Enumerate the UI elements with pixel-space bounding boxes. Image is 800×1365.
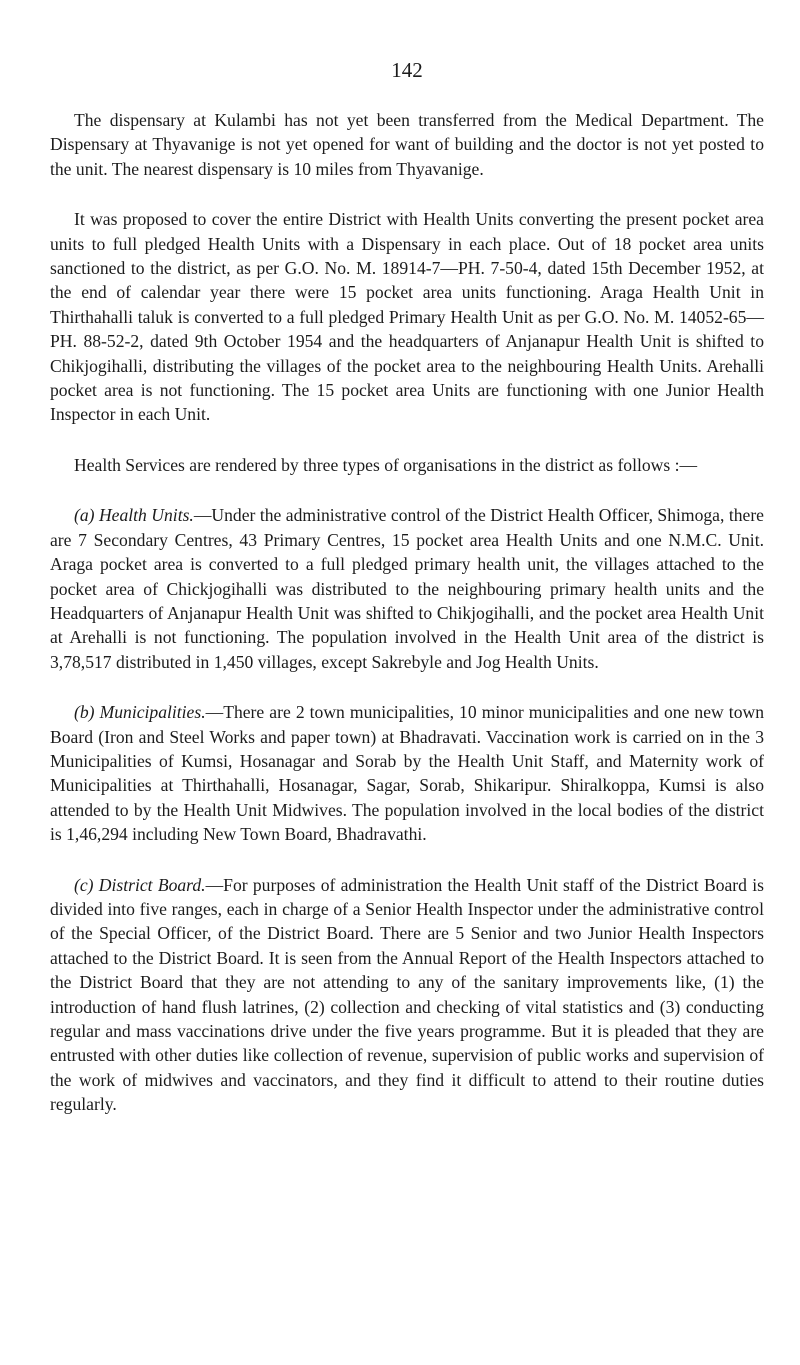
paragraph-text: —For purposes of administration the Health Unit staff of the District Board is divided into five ranges, each in charge of a Senior Health Inspector under the administrative control of the Special Officer, of the District Board. There are 5 Senior and two Junior Health Inspectors attached to the District Board. It is seen from the Annual Report of the Health Inspectors attached to the District Board that they are not attending to any of the sanitary improvements like, (1) the introduction of hand flush latrines, (2) collection and checking of vital statistics and (3) conducting regular and mass vaccinations drive under the five years programme. But it is pleaded that they are entrusted with other duties like collection of revenue, supervision of public works and supervision of the work of midwives and vaccinators, and they find it difficult to attend to their routine duties regularly. [50,874,764,1115]
paragraph-municipalities [50,700,764,846]
paragraph-kulambi-dispensary [50,108,764,181]
paragraph-text: It was proposed to cover the entire District with Health Units converting the present pocket area units to full pledged Health Units with a Dispensary in each place. Out of 18 pocket area units sanctioned to the district, as per G.O. No. M. 18914-7—PH. 7-50-4, dated 15th December 1952, at the end of calendar year there were 15 pocket area units functioning. Araga Health Unit in Thirthahalli taluk is converted to a full pledged Primary Health Unit as per G.O. No. M. 14052-65—PH. 88-52-2, dated 9th October 1954 and the headquarters of Anjanapur Health Unit is shifted to Chikjogihalli, distributing the villages of the pocket area to the neighbouring Health Units. Arehalli pocket area is not functioning. The 15 pocket area Units are functioning with one Junior Health Inspector in each Unit. [50,209,764,425]
paragraph-district-board [50,873,764,1117]
page-number: 142 [391,58,423,82]
paragraph-text: The dispensary at Kulambi has not yet been transferred from the Medical Department. The Dispensary at Thyavanige is not yet opened for want of building and the doctor is not yet posted to the unit. The nearest dispensary is 10 miles from Thyavanige. [50,110,764,179]
paragraph-text: —Under the administrative control of the District Health Officer, Shimoga, there are 7 Secondary Centres, 43 Primary Centres, 15 pocket area Health Units and one N.M.C. Unit. Araga pocket area is converted to a full pledged primary health unit, the villages attached to the pocket area of Chickjogihalli was distributed to the neighbouring primary health units and the Headquarters of Anjanapur Health Unit was shifted to Chikjogihalli, and the pocket area Health Unit at Arehalli is not functioning. The population involved in the Health Unit area of the district is 3,78,517 distributed in 1,450 villages, except Sakrebyle and Jog Health Units. [50,505,764,672]
paragraph-heading: (b) Municipalities. [74,702,206,723]
paragraph-health-units [50,503,764,674]
paragraph-heading: (a) Health Units. [74,505,194,526]
paragraph-heading: (c) District Board. [74,874,206,895]
paragraph-health-units-proposal [50,207,764,427]
paragraph-text: Health Services are rendered by three types of organisations in the district as follows :— [74,454,698,475]
paragraph-text: —There are 2 town municipalities, 10 minor municipalities and one new town Board (Iron and Steel Works and paper town) at Bhadravati. Vaccination work is carried on in the 3 Municipalities of Kumsi, Hosanagar and Sorab by the Health Unit Staff, and Maternity work of Municipalities at Thirthahalli, Hosanagar, Sagar, Sorab, Shikaripur. Shiralkoppa, Kumsi is also attended to by the Health Unit Midwives. The population involved in the local bodies of the district is 1,46,294 including New Town Board, Bhadravathi. [50,702,764,845]
paragraph-health-services-intro [50,453,764,477]
